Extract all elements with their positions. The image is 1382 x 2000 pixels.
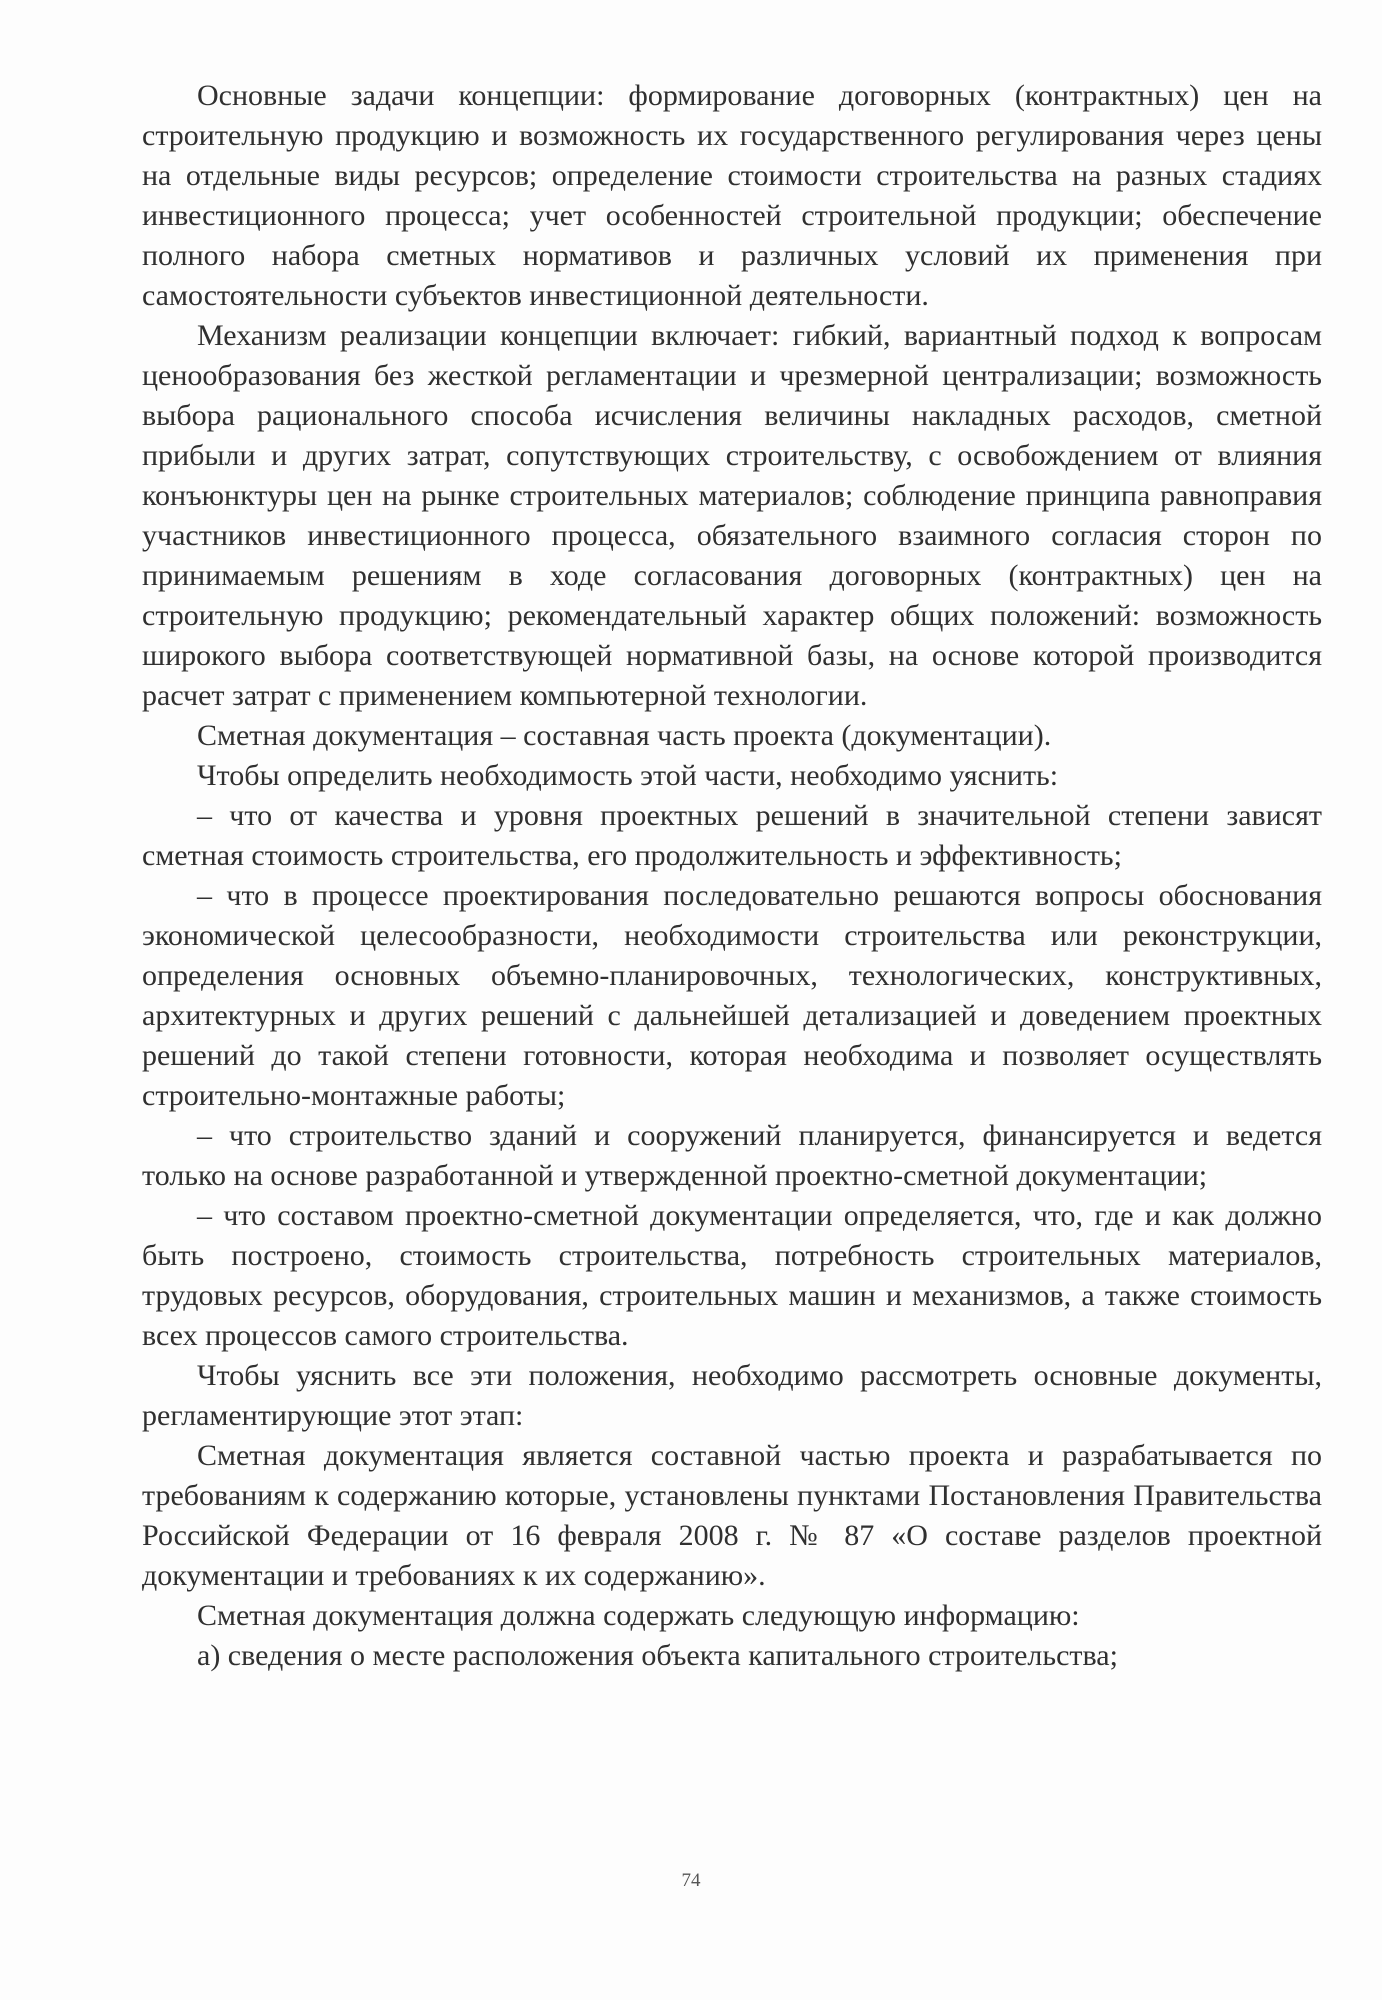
paragraph-implementation-mechanism: Механизм реализации концепции включает: гибкий, вариантный подход к вопросам ценообразования без жесткой регламентации и чрезмерной централизации; возможность выбора рационального способа исчисления величины накладных расходов, сметной прибыли и других затрат, сопутствующих строительству, с освобождением от влияния конъюнктуры цен на рынке строительных материалов; соблюдение принципа равноправия участников инвестиционного процесса, обязательного взаимного согласия сторон по принимаемым решениям в ходе согласования договорных (контрактных) цен на строительную продукцию; рекомендательный характер общих положений: возможность широкого выбора соответствующей нормативной базы, на основе которой производится расчет затрат с применением компьютерной технологии. [142,319,1322,712]
list-item-construction-financing: – что строительство зданий и сооружений планируется, финансируется и ведется только на основе разработанной и утвержденной проектно-сметной документации; [142,1119,1322,1192]
paragraph-concept-tasks: Основные задачи концепции: формирование договорных (контрактных) цен на строительную продукцию и возможность их государственного регулирования через цены на отдельные виды ресурсов; определение стоимости строительства на разных стадиях инвестиционного процесса; учет особенностей строительной продукции; обеспечение полного набора сметных нормативов и различных условий их применения при самостоятельности субъектов инвестиционной деятельности. [142,79,1322,312]
paragraph-regulating-documents: Чтобы уяснить все эти положения, необходимо рассмотреть основные документы, регламентирующие этот этап: [142,1359,1322,1432]
list-item-quality-of-design: – что от качества и уровня проектных решений в значительной степени зависят сметная стоимость строительства, его продолжительность и эффективность; [142,799,1322,872]
paragraph-required-information: Сметная документация должна содержать следующую информацию: [197,1599,1080,1632]
paragraph-determine-necessity: Чтобы определить необходимость этой части, необходимо уяснить: [197,759,1059,792]
page-number: 74 [681,1870,701,1891]
paragraph-estimate-documentation: Сметная документация – составная часть проекта (документации). [197,719,1052,752]
list-item-documentation-composition: – что составом проектно-сметной документации определяется, что, где и как должно быть построено, стоимость строительства, потребность строительных материалов, трудовых ресурсов, оборудования, строительных машин и механизмов, а также стоимость всех процессов самого строительства. [142,1199,1322,1352]
paragraph-government-decree: Сметная документация является составной частью проекта и разрабатывается по требованиям к содержанию которые, установлены пунктами Постановления Правительства Российской Федерации от 16 февраля 2008 г. № 87 «О составе разделов проектной документации и требованиях к их содержанию». [142,1439,1322,1592]
list-item-design-process: – что в процессе проектирования последовательно решаются вопросы обоснования экономической целесообразности, необходимости строительства или реконструкции, определения основных объемно-планировочных, технологических, конструктивных, архитектурных и других решений с дальнейшей детализацией и доведением проектных решений до такой степени готовности, которая необходима и позволяет осуществлять строительно-монтажные работы; [142,879,1322,1112]
list-item-location-info: а) сведения о месте расположения объекта капитального строительства; [197,1639,1118,1672]
body-text [142,76,1322,1676]
